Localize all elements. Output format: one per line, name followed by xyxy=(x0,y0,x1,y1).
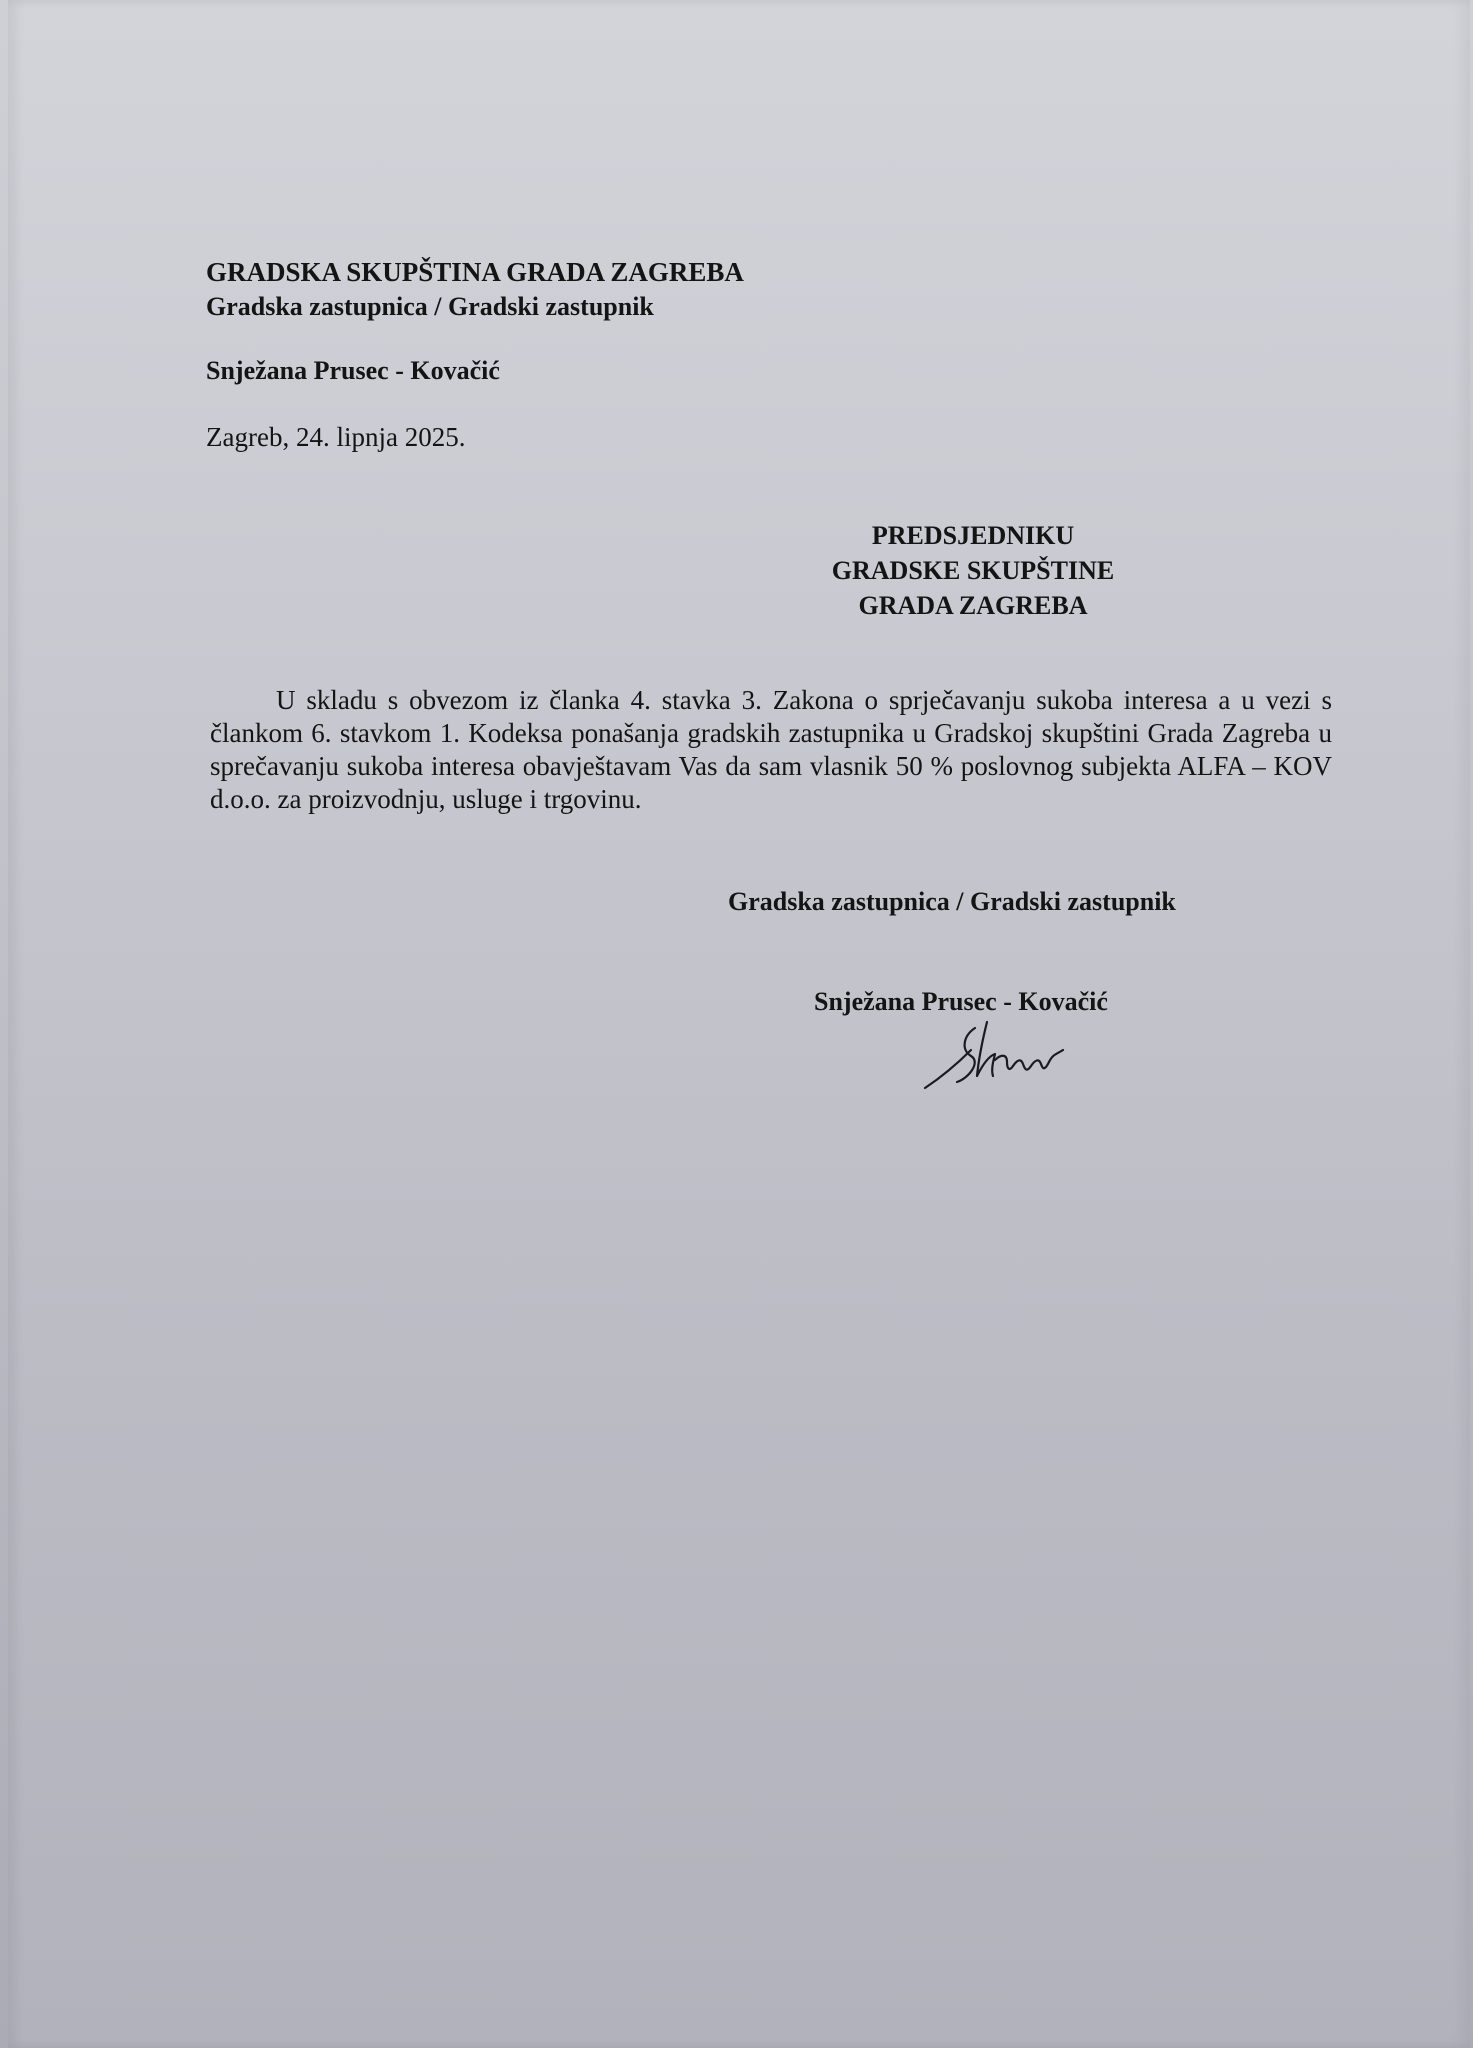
signature-stroke-4 xyxy=(995,1050,1063,1070)
signature-role: Gradska zastupnica / Gradski zastupnik xyxy=(728,887,1176,916)
body-paragraph: U skladu s obvezom iz članka 4. stavka 3. Zakona o sprječavanju sukoba interesa a u vezi s člankom 6. stavkom 1. Kodeksa ponašanja gradskih zastupnika u Gradskoj skupštini Grada Zagreba u sprečavanju sukoba interesa obavještavam Vas da sam vlasnik 50 % poslovnog subjekta ALFA – KOV d.o.o. za proizvodnju, usluge i trgovinu. xyxy=(210,685,1332,814)
document-page xyxy=(8,0,1470,2048)
recipient-line-3: GRADA ZAGREBA xyxy=(858,591,1088,620)
author-role: Gradska zastupnica / Gradski zastupnik xyxy=(206,292,654,321)
handwritten-signature xyxy=(923,1020,1083,1090)
recipient-line-1: PREDSJEDNIKU xyxy=(871,521,1075,550)
author-name: Snježana Prusec - Kovačić xyxy=(206,356,500,385)
institution-heading: GRADSKA SKUPŠTINA GRADA ZAGREBA xyxy=(206,257,744,287)
recipient-line-2: GRADSKE SKUPŠTINE xyxy=(831,556,1115,585)
signature-name: Snježana Prusec - Kovačić xyxy=(814,987,1108,1016)
signature-stroke-1 xyxy=(925,1050,971,1088)
place-date: Zagreb, 24. lipnja 2025. xyxy=(206,422,466,452)
signature-stroke-3 xyxy=(977,1022,995,1076)
recipient-block xyxy=(768,518,1178,623)
